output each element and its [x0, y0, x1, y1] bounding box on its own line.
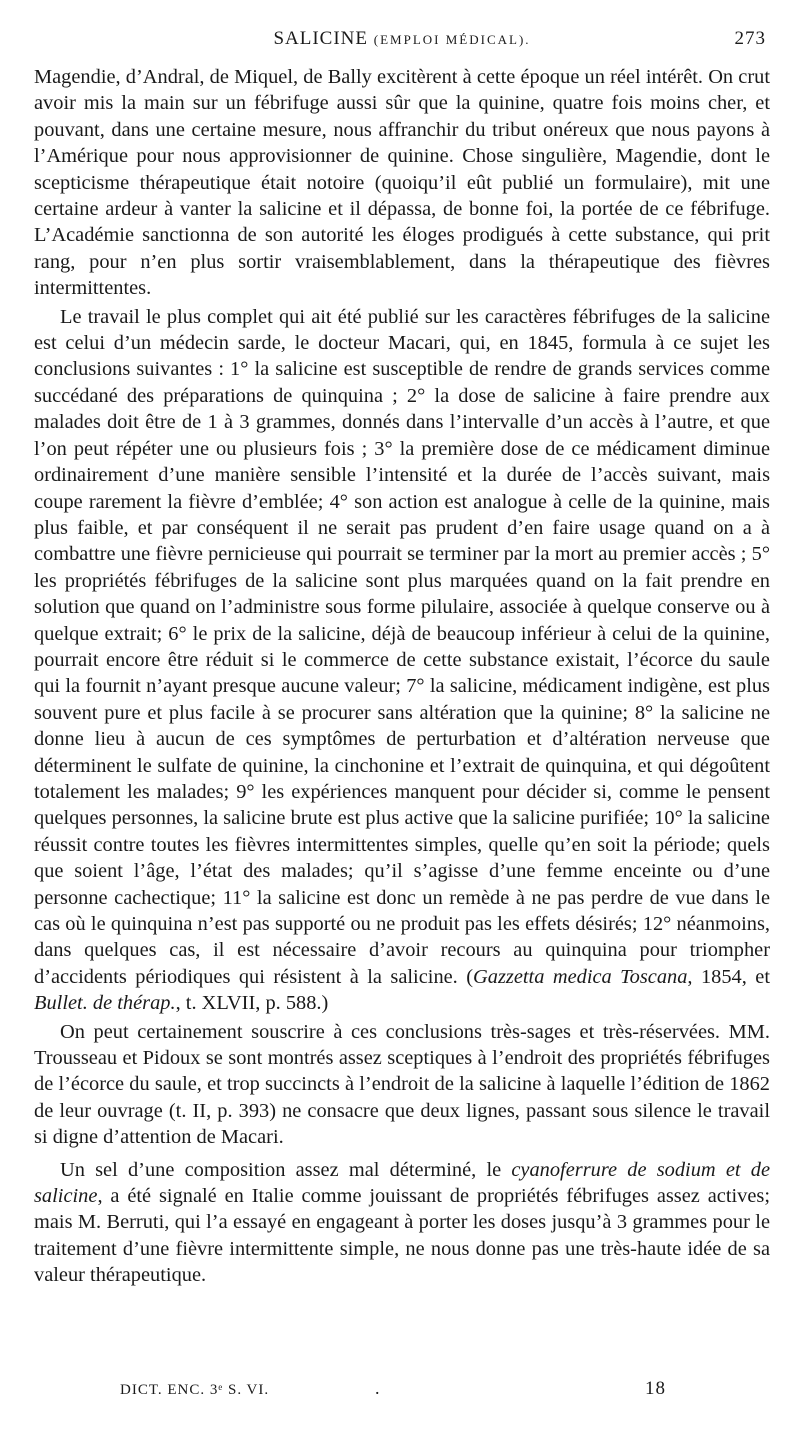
page-footer [120, 1378, 680, 1406]
macari-conclusions: Le travail le plus complet qui ait été publié sur les caractères fébrifuges de la salicine est celui d’un médecin sarde, le docteur Macari, qui, en 1845, formula à ce sujet les conclusions suivantes : 1° la salicine est susceptible de rendre de grands services comme succédané des préparations de quinquina ; 2° la dose de salicine à faire prendre aux malades doit être de 1 à 3 grammes, donnés dans l’intervalle d’un accès à l’autre, et que l’on peut répéter une ou plusieurs fois ; 3° la première dose de ce médicament diminue ordinairement d’une manière sensible l’intensité et la durée de l’accès suivant, mais coupe rarement la fièvre d’emblée; 4° son action est analogue à celle de la quinine, mais plus faible, et par conséquent il ne serait pas prudent d’en faire usage quand on a à combattre une fièvre pernicieuse qui pourrait se terminer par la mort au premier accès ; 5° les propriétés fébrifuges de la salicine sont plus marquées quand on la fait prendre en solution que quand on l’administre sous forme pilulaire, associée à quelque conserve ou à quelque extrait; 6° le prix de la salicine, déjà de beaucoup inférieur à celui de la quinine, pourrait encore être réduit si le commerce de cette substance existait, l’écorce du saule qui la fournit n’ayant presque aucune valeur; 7° la salicine, médicament indigène, est plus souvent pure et plus facile à se procurer sans altération que la quinine; 8° la salicine ne donne lieu à aucun de ces symptômes de perturbation et d’altération nerveuse que déterminent le sulfate de quinine, la cinchonine et l’extrait de quinquina, et qui dégoûtent totalement les malades; 9° les expériences manquent pour décider si, comme le pensent quelques personnes, la salicine brute est plus active que la salicine purifiée; 10° la salicine réussit contre toutes les fièvres intermittentes simples, quelle qu’en soit la période; quels que soient l’âge, l’état des malades; qu’il s’agisse d’une femme enceinte ou d’une personne cachectique; 11° la salicine est donc un remède à ne pas perdre de vue dans le cas où le quinquina n’est pas supporté ou ne produit pas les effets désirés; 12° néanmoins, dans quelques cas, il est nécessaire d’avoir recours au quinquina pour triompher d’accidents périodiques qui résistent à la salicine. [34, 305, 770, 988]
footer-signature: DICT. ENC. 3ᵉ S. VI. [120, 1382, 270, 1398]
paragraph-3: On peut certainement souscrire à ces conclusions très-sages et très-réservées. MM. Trousseau et Pidoux se sont montrés assez sceptiques à l’endroit des propriétés fébrifuges de l’écorce du saule, et trop succincts à l’endroit de la salicine à laquelle l’édition de 1862 de leur ouvrage (t. II, p. 393) ne consacre que deux lignes, passant sous silence le travail si digne d’attention de Macari. [34, 1020, 770, 1149]
paragraph-4 [34, 1157, 770, 1289]
paragraph-4-start: Un sel d’une composition assez mal déterminé, le [60, 1158, 512, 1181]
footer-mark: . [375, 1378, 381, 1398]
paragraph-4-end: , a été signalé en Italie comme jouissant de propriétés fébrifuges assez actives; mais M. Berruti, qui l’a essayé en engageant à porter les doses jusqu’à 3 grammes pour le traitement d’une fièvre intermittente simple, ne nous donne pas une très-haute idée de sa valeur thérapeutique. [34, 1185, 770, 1287]
page-number: 273 [734, 28, 766, 49]
sheet-number: 18 [645, 1378, 666, 1399]
citation-close: , t. XLVII, p. 588.) [175, 992, 329, 1015]
running-header [34, 24, 770, 64]
citation-journal-2: Bullet. de thérap. [34, 992, 176, 1015]
paragraph-1: Magendie, d’Andral, de Miquel, de Bally excitèrent à cette époque un réel intérêt. On crut avoir mis la main sur un fébrifuge aussi sûr que la quinine, quatre fois moins cher, et pouvant, dans une certaine mesure, nous affranchir du tribut onéreux que nous payons à l’Amérique pour nous approvisionner de quinine. Chose singulière, Magendie, dont le scepticisme thérapeutique était notoire (quoiqu’il eût publié un formulaire), mit une certaine ardeur à vanter la salicine et il dépassa, de bonne foi, la portée de ce fébrifuge. L’Académie sanctionna de son autorité les éloges prodigués à cette substance, qui prit rang, pour n’en plus sortir vraisemblablement, dans la thérapeutique des fièvres intermittentes. [34, 66, 770, 300]
paragraph-2 [34, 304, 770, 1017]
running-title [34, 28, 770, 50]
citation-mid: , 1854, et [687, 965, 770, 988]
citation-journal-1: Gazzetta medica Toscana [473, 965, 688, 988]
running-title-main: SALICINE [273, 28, 369, 49]
running-title-sub: (EMPLOI MÉDICAL). [373, 32, 531, 47]
compound-name: cyanoferrure de sodium et de salicine [34, 1158, 770, 1208]
citation-open: ( [466, 965, 474, 988]
body-text [34, 64, 770, 1289]
